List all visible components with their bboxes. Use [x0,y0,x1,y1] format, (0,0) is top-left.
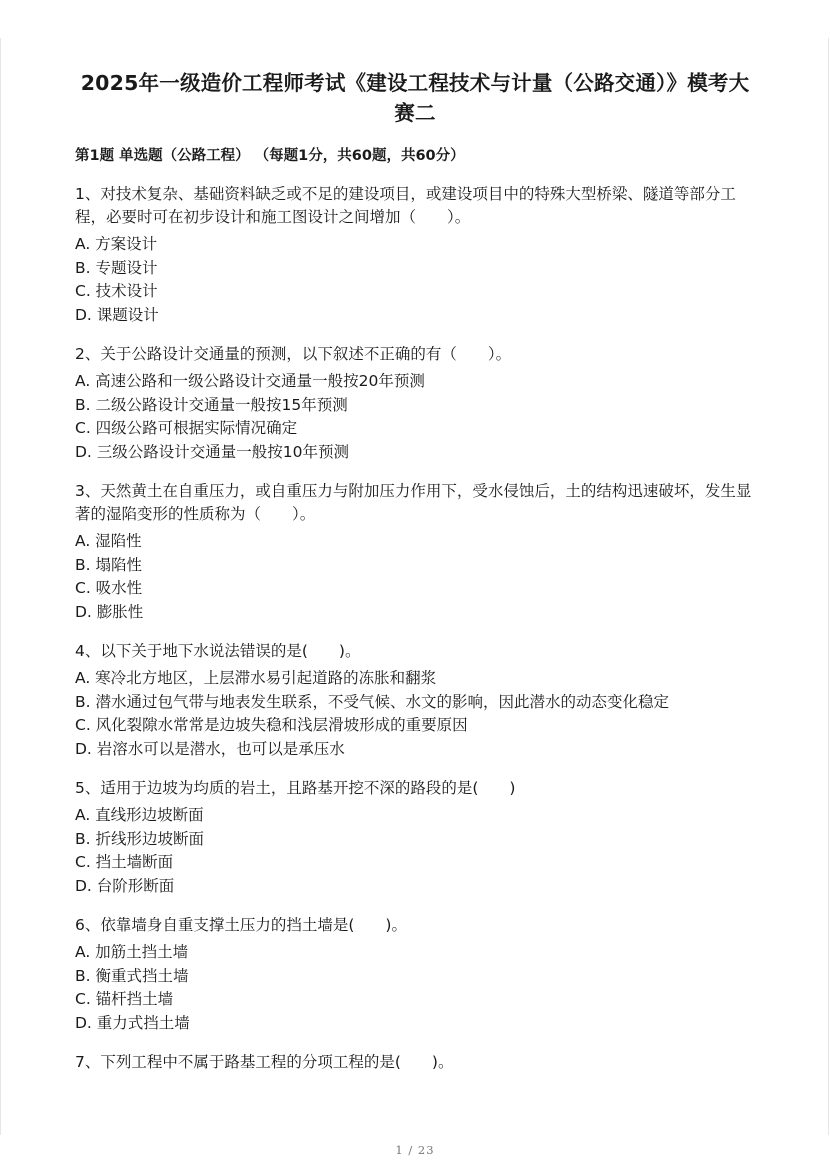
question-7 [75,1051,755,1074]
question-stem: 7、下列工程中不属于路基工程的分项工程的是( )。 [75,1053,454,1071]
question-stem: 2、关于公路设计交通量的预测，以下叙述不正确的有（ ）。 [75,345,512,363]
option-b: B. 折线形边坡断面 [75,829,204,848]
question-1 [75,183,755,327]
option-a: A. 加筋土挡土墙 [75,943,189,961]
section-heading: 第1题 单选题（公路工程） （每题1分，共60题，共60分） [75,148,465,164]
option-c: C. 挡土墙断面 [75,853,174,871]
option-a: A. 方案设计 [75,235,158,253]
option-d: D. 台阶形断面 [75,876,175,895]
option-a: A. 寒冷北方地区，上层滞水易引起道路的冻胀和翻浆 [75,669,437,687]
option-c: C. 风化裂隙水常常是边坡失稳和浅层滑坡形成的重要原因 [75,716,468,734]
option-list [75,233,755,327]
option-list [75,941,755,1035]
question-2 [75,343,755,464]
option-b: B. 衡重式挡土墙 [75,966,189,985]
document-title: 2025年一级造价工程师考试《建设工程技术与计量（公路交通）》模考大赛二 [80,71,750,125]
option-b: B. 塌陷性 [75,555,142,574]
option-a: A. 湿陷性 [75,532,142,550]
option-c: C. 吸水性 [75,579,143,597]
option-list [75,530,755,624]
option-d: D. 膨胀性 [75,602,144,621]
option-d: D. 三级公路设计交通量一般按10年预测 [75,442,350,461]
page-indicator: 1 / 23 [395,1143,435,1157]
option-d: D. 重力式挡土墙 [75,1013,190,1032]
question-stem: 3、天然黄土在自重压力，或自重压力与附加压力作用下，受水侵蚀后，土的结构迅速破坏，发生显著的湿陷变形的性质称为（ ）。 [75,482,752,523]
question-stem: 1、对技术复杂、基础资料缺乏或不足的建设项目，或建设项目中的特殊大型桥梁、隧道等部分工程，必要时可在初步设计和施工图设计之间增加（ ）。 [75,185,736,226]
question-6 [75,914,755,1035]
option-b: B. 二级公路设计交通量一般按15年预测 [75,395,348,414]
question-stem: 5、适用于边坡为均质的岩土，且路基开挖不深的路段的是( ) [75,779,516,797]
question-5 [75,777,755,898]
option-b: B. 潜水通过包气带与地表发生联系，不受气候、水文的影响，因此潜水的动态变化稳定 [75,692,669,711]
option-d: D. 岩溶水可以是潜水，也可以是承压水 [75,739,345,758]
option-c: C. 四级公路可根据实际情况确定 [75,419,298,437]
question-stem: 4、以下关于地下水说法错误的是( )。 [75,642,361,660]
question-stem: 6、依靠墙身自重支撑土压力的挡土墙是( )。 [75,916,407,934]
option-list [75,667,755,761]
option-c: C. 锚杆挡土墙 [75,990,174,1008]
option-list [75,804,755,898]
document-content [75,68,755,1078]
option-a: A. 高速公路和一级公路设计交通量一般按20年预测 [75,372,425,390]
option-b: B. 专题设计 [75,258,158,277]
option-list [75,370,755,464]
question-4 [75,640,755,761]
question-3 [75,480,755,624]
option-a: A. 直线形边坡断面 [75,806,204,824]
option-d: D. 课题设计 [75,305,159,324]
option-c: C. 技术设计 [75,282,158,300]
